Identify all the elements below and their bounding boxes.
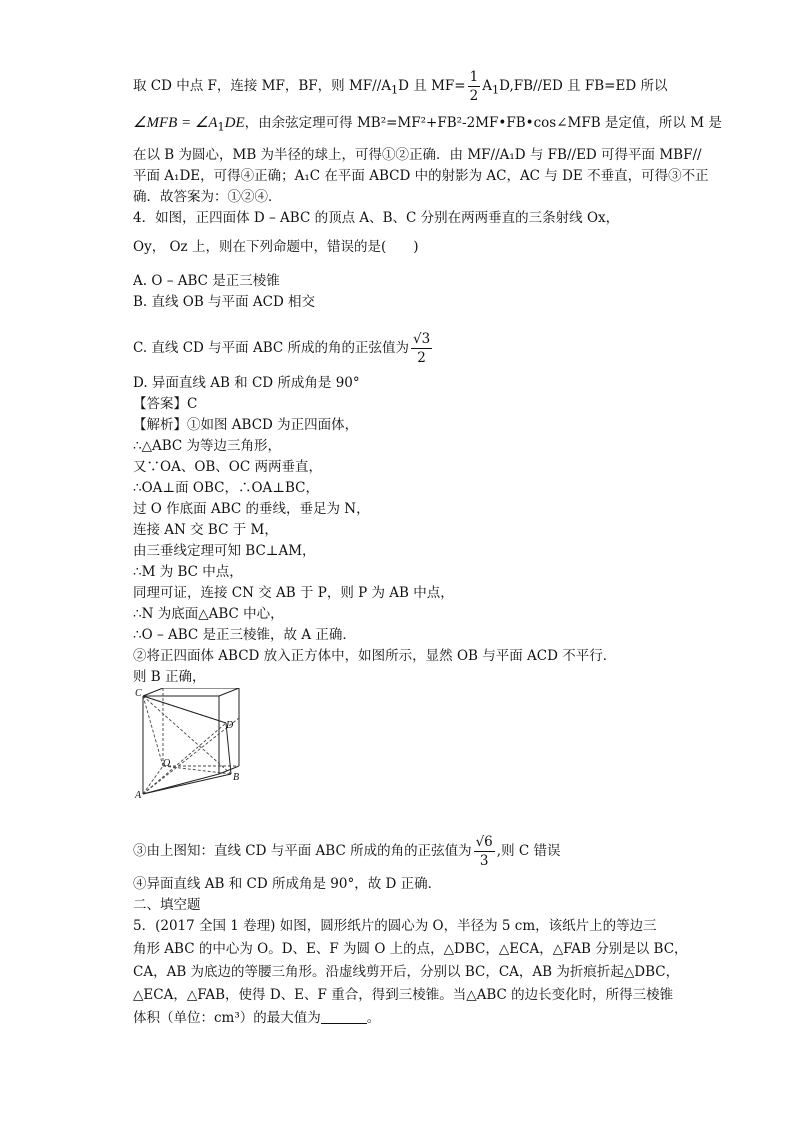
section-heading: 二、填空题 [133,897,201,913]
label-a: A [135,790,142,800]
q5-line: △ECA，△FAB，使得 D、E、F 重合，得到三棱锥。当△ABC 的边长变化时，所得三棱锥 [133,987,674,1003]
q4-stem-2: Oy， Oz 上，则在下列命题中，错误的是( ) [133,239,419,255]
label-c: C [135,688,142,699]
prev-line-3: 在以 B 为圆心，MB 为半径的球上，可得①②正确．由 MF//A₁D 与 FB//ED 可得平面 MBF// [133,147,702,163]
q4-option-a: A. O – ABC 是正三棱锥 [133,273,280,289]
prev-line-5: 确．故答案为：①②④． [133,189,282,205]
q5-line: 5．(2017 全国 1 卷理) 如图，圆形纸片的圆心为 O，半径为 5 cm，该纸片上的等边三 [133,918,657,934]
text: 取 CD 中点 F，连接 MF，BF，则 MF//A [133,78,391,94]
fraction-den: 2 [469,88,479,104]
analysis-line: 连接 AN 交 BC 于 M， [133,522,278,538]
math-text: DE [224,115,245,131]
analysis-line: 则 B 正确， [133,669,206,685]
q4-option-d: D. 异面直线 AB 和 CD 所成角是 90° [133,375,360,391]
q4-stem-1: 4．如图，正四面体 D – ABC 的顶点 A、B、C 分别在两两垂直的三条射线 Ox， [133,210,620,226]
prev-line-1 [133,68,667,105]
q5-line: CA，AB 为底边的等腰三角形。沿虚线剪开后，分别以 BC，CA，AB 为折痕折起△DBC， [133,964,680,980]
analysis-line: 由三垂线定理可知 BC⊥AM， [133,543,316,559]
analysis-line: ∴M 为 BC 中点， [133,564,243,580]
analysis-line: ∴O – ABC 是正三棱锥，故 A 正确． [133,627,356,643]
cube-edge [143,688,163,696]
text: 体积（单位：cm³）的最大值为 [133,1010,321,1026]
analysis-line: 【解析】①如图 ABCD 为正四面体， [133,417,359,433]
q4-answer: 【答案】C [133,396,198,412]
analysis-line: 同理可证，连接 CN 交 AB 于 P，则 P 为 AB 中点， [133,585,454,601]
fraction [474,833,495,870]
analysis-line: 过 O 作底面 ABC 的垂线，垂足为 N， [133,501,370,517]
fraction-den: 2 [417,350,426,366]
q5-line: 角形 ABC 的中心为 O。D、E、F 为圆 O 上的点，△DBC，△ECA，△FAB 分别是以 BC， [133,941,688,957]
analysis-line: ∴N 为底面△ABC 中心， [133,606,284,622]
q4-option-b: B. 直线 OB 与平面 ACD 相交 [133,294,316,310]
subscript: 1 [217,120,225,134]
q4-option-c [133,330,434,367]
text: ,则 C 错误 [496,843,561,859]
text: ，由余弦定理可得 MB²=MF²+FB²-2MF•FB•cos∠MFB 是定值，所以 M 是 [244,115,722,131]
fraction [468,68,481,105]
text: D,FB//ED 且 FB=ED 所以 [499,78,668,94]
text: 。 [366,1010,381,1026]
text: A [482,78,492,94]
label-d: D [226,720,234,731]
fraction [411,330,432,367]
text: D 且 MF= [398,78,466,94]
subscript: 1 [491,83,500,97]
edge-cd [143,696,226,723]
hidden-edge [143,696,163,766]
label-o: O [163,758,171,769]
fraction-num: 1 [469,69,479,85]
analysis-line: 又∵OA、OB、OC 两两垂直， [133,459,322,475]
fraction-den: 3 [479,853,489,869]
analysis-line: ∴△ABC 为等边三角形， [133,438,282,454]
fraction-num: √3 [413,331,431,347]
answer-blank[interactable] [321,1009,367,1024]
cube-edge [219,688,239,696]
analysis-step-4: ④异面直线 AB 和 CD 所成角是 90°，故 D 正确． [133,876,442,892]
analysis-step-3 [133,833,560,870]
subscript: 1 [391,83,399,97]
math-text: ∠MFB = ∠A [133,115,218,131]
label-b: B [233,772,240,783]
fraction-num: √6 [475,834,493,850]
prev-line-4: 平面 A₁DE，可得④正确；A₁C 在平面 ABCD 中的射影为 AC，AC 与 DE 不垂直，可得③不正 [133,168,709,184]
prev-line-2 [133,113,722,138]
cube-figure [133,688,243,800]
q5-line [133,1008,380,1028]
text: ③由上图知：直线 CD 与平面 ABC 所成的角的正弦值为 [133,843,472,859]
text: C. 直线 CD 与平面 ABC 所成的角的正弦值为 [133,340,409,356]
analysis-line: ∴OA⊥面 OBC，∴OA⊥BC， [133,480,319,496]
analysis-line: ②将正四面体 ABCD 放入正方体中，如图所示，显然 OB 与平面 ACD 不平行． [133,648,617,664]
